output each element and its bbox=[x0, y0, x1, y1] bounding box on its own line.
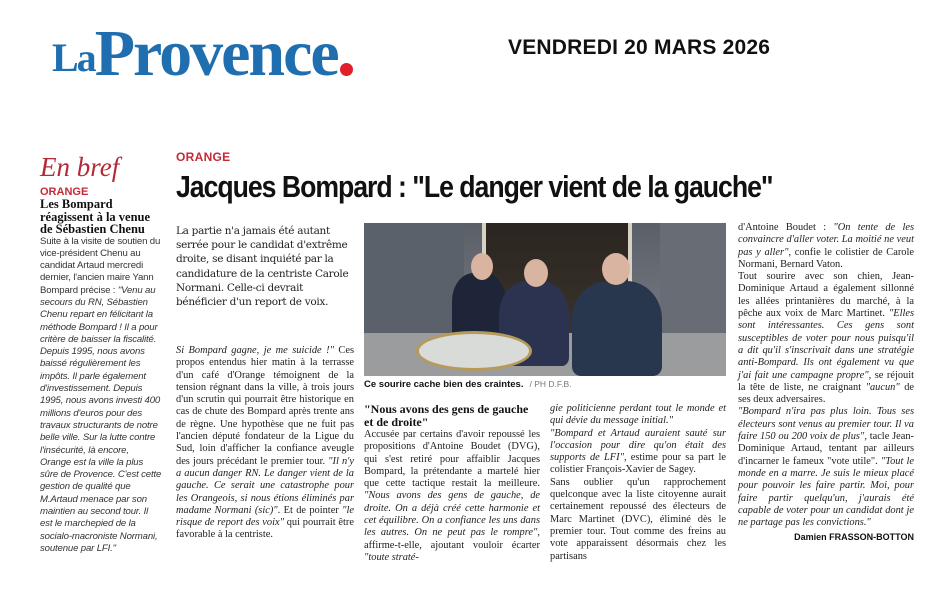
en-bref-sidebar bbox=[40, 152, 162, 555]
quote: "On tente de les convaincre d'aller voter. La moitié ne veut pas y aller" bbox=[738, 222, 914, 258]
article-subhead: "Nous avons des gens de gauche et de droite" bbox=[364, 402, 529, 429]
logo-la: La bbox=[52, 35, 95, 80]
text: . Et de pointer bbox=[277, 504, 343, 516]
cafe-table bbox=[416, 331, 532, 371]
text: , affirme-t-elle, ajoutant vouloir écarter bbox=[364, 527, 540, 551]
sidebar-body-intro: Suite à la visite de soutien du vice-président Chenu au candidat Artaud mercredi dernier, l'ancien maire Yann Bompard précise : bbox=[40, 235, 161, 296]
quote: "Tout le monde en a marre. Je suis le mieux placé pour pouvoir les faire partir. Moi, pour faire partir quelqu'un, j'aurais été capable de voter pour un candidat dont je ne partage pas les convictions." bbox=[738, 455, 914, 529]
text: qui pourrait être favorable à la centriste. bbox=[176, 517, 354, 541]
sidebar-body-quote: "Venu au secours du RN, Sébastien Chenu repart en félicitant la méthode Bompard ! Il a pour critère de baisser la fiscalité. Depuis 1995, nous avons baissé régulièrement les impôts. Il parle également d'investissement. Depuis 1995, nous avons investi 400 millions d'euros pour des travaux structurants de notre belle ville. Sur la lutte contre l'insécurité, là encore, Orange est la ville la plus sûre de Provence. C'est cette gestion de qualité que M.Artaud menace par son maintien au second tour. Il est le marchepied de la socialo-macroniste Normani, soutenue par LFI." bbox=[40, 284, 162, 554]
article-headline: Jacques Bompard : "Le danger vient de la gauche" bbox=[176, 169, 773, 204]
article-photo bbox=[364, 223, 726, 376]
quote: "Bompard n'ira pas plus loin. Tous ses électeurs sont venus au premier tour. Il va faire 150 ou 200 voix de plus" bbox=[738, 406, 914, 443]
caption-text: Ce sourire cache bien des craintes. bbox=[364, 379, 524, 390]
quote: "toute straté- bbox=[364, 551, 419, 563]
section-title: En bref bbox=[40, 152, 120, 182]
quote: Si Bompard gagne, je me suicide !" bbox=[176, 345, 334, 356]
quote: "aucun" bbox=[865, 381, 900, 393]
person-right bbox=[572, 281, 662, 376]
author-byline: Damien FRASSON-BOTTON bbox=[794, 532, 914, 543]
text: , confie le colistier de Carole Normani, Bernard Vaton. bbox=[738, 246, 914, 270]
text: d'Antoine Boudet : bbox=[738, 222, 834, 233]
quote: "Bompard et Artaud auraient sauté sur l'occasion pour dire qu'on était des supports de LFI" bbox=[550, 427, 726, 464]
issue-date: VENDREDI 20 MARS 2026 bbox=[508, 36, 771, 59]
quote: "Il n'y a aucun danger RN. Le danger vient de la gauche. Ce serait une catastrophe pour les Orangeois, si nous étions éliminés par madame Normani (sic)" bbox=[176, 455, 354, 516]
sidebar-kicker: ORANGE bbox=[40, 186, 89, 198]
sidebar-headline: Les Bompard réagissent à la venue de Sébastien Chenu bbox=[40, 197, 151, 236]
text: , tacle Jean-Dominique Artaud, tentant par ailleurs d'incarner le fameux "vote utile". bbox=[738, 431, 915, 467]
quote: "Nous avons des gens de gauche, de droite. On a déjà créé cette harmonie et cet équilibre. On a confiance les uns dans les autres. On ne peut pas le rompre" bbox=[364, 490, 540, 539]
quote: gie politicienne perdant tout le monde et qui dévie du message initial." bbox=[550, 403, 726, 427]
quote: "Elles sont intéressantes. Ces gens sont susceptibles de voter pour nous puisqu'il a dit qu'il s'inscrivait dans une stratégie anti-Bompard. Ils ont également vu que j'ai fait une campagne propre" bbox=[738, 308, 914, 381]
article-column-1 bbox=[176, 345, 354, 542]
article-lede: La partie n'a jamais été autant serrée pour le candidat d'extrême droite, se disant inquiété par la candidature de la centriste Carole Normani. Celle-ci devrait bénéficier d'un report de voix. bbox=[176, 225, 349, 309]
la-provence-logo bbox=[52, 18, 353, 88]
text: Accusée par certains d'avoir repoussé les propositions d'Antoine Boudet (DVG), qui s'est retiré pour affaiblir Jacques Bompard, la prétendante a martelé hier que cette tactique restait la meilleure. bbox=[364, 429, 540, 490]
article-column-2 bbox=[364, 403, 540, 564]
text: Sans oublier qu'un rapprochement quelconque avec la liste citoyenne aurait certainement repoussé des électeurs de Marc Martinet (DVC), éliminé dès le premier tour. Tout comme des freins au vote apparaissent désormais chez les partisans bbox=[550, 476, 726, 562]
text: Ces propos entendus hier matin à la terrasse d'un café d'Orange témoignent de la tension régnant dans la ville, à trois jours d'un scrutin qui pourrait être historique en cas de chute des Bompard après trente ans de règne. Une hypothèse que ne fuit pas l'ancien député fondateur de la Ligue du Sud, loin d'afficher la confiance aveugle des jours précédant le premier tour. bbox=[176, 345, 354, 467]
quote: "le risque de report des voix" bbox=[176, 504, 354, 529]
text: , estime pour sa part le colistier François-Xavier de Sagey. bbox=[550, 452, 726, 476]
article-column-4 bbox=[738, 222, 914, 544]
text: de ses deux adversaires. bbox=[738, 381, 915, 406]
logo-provence: Provence bbox=[94, 17, 338, 90]
sidebar-body bbox=[40, 236, 162, 556]
article-column-3 bbox=[550, 403, 726, 563]
photo-credit: / PH D.F.B. bbox=[529, 379, 572, 389]
article-kicker: ORANGE bbox=[176, 150, 231, 164]
text: Tout sourire avec son chien, Jean-Dominique Artaud a également sillonné les allées printanières du marché, à la pêche aux voix de Marc Martinet. bbox=[738, 271, 914, 320]
text: , se réjouit la tête de liste, ne craignant bbox=[738, 369, 914, 393]
logo-red-dot-icon bbox=[340, 63, 353, 76]
photo-caption bbox=[364, 379, 572, 390]
